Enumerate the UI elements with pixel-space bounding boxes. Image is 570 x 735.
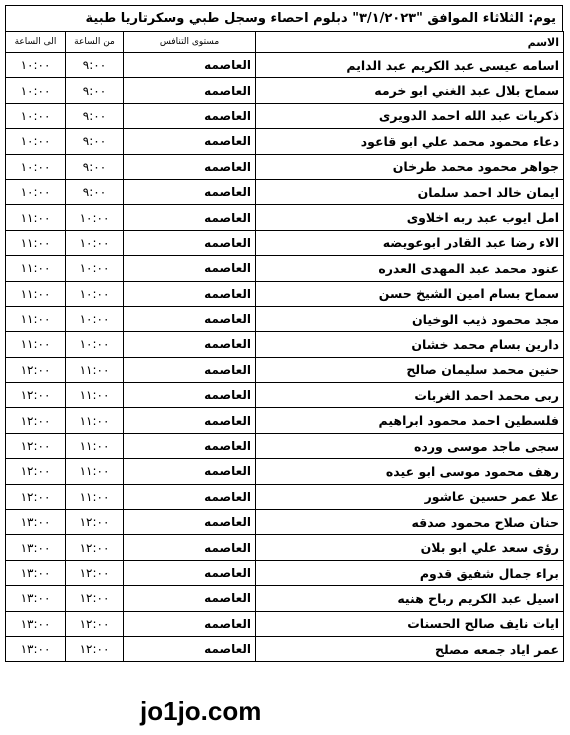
column-header-from: من الساعة [66, 32, 124, 53]
cell-name: ربى محمد احمد الغربات [256, 383, 564, 408]
cell-name: عنود محمد عبد المهدى العدره [256, 256, 564, 281]
cell-to: ١٣:٠٠ [6, 586, 66, 611]
cell-level: العاصمه [124, 154, 256, 179]
cell-to: ١٣:٠٠ [6, 560, 66, 585]
cell-to: ١٠:٠٠ [6, 78, 66, 103]
table-row [6, 256, 564, 281]
cell-to: ١٠:٠٠ [6, 53, 66, 78]
cell-to: ١١:٠٠ [6, 306, 66, 331]
table-row [6, 154, 564, 179]
table-row [6, 332, 564, 357]
cell-from: ٩:٠٠ [66, 129, 124, 154]
cell-from: ١٢:٠٠ [66, 611, 124, 636]
cell-name: رهف محمود موسى ابو عيده [256, 459, 564, 484]
cell-name: سماح بسام امين الشيخ حسن [256, 281, 564, 306]
table-row [6, 78, 564, 103]
cell-level: العاصمه [124, 53, 256, 78]
cell-level: العاصمه [124, 560, 256, 585]
cell-name: امل ايوب عبد ربه اخلاوى [256, 205, 564, 230]
table-row [6, 611, 564, 636]
cell-from: ٩:٠٠ [66, 154, 124, 179]
table-row [6, 510, 564, 535]
cell-to: ١٣:٠٠ [6, 510, 66, 535]
cell-level: العاصمه [124, 78, 256, 103]
column-header-level: مستوى التنافس [124, 32, 256, 53]
cell-level: العاصمه [124, 179, 256, 204]
cell-level: العاصمه [124, 357, 256, 382]
cell-from: ١١:٠٠ [66, 433, 124, 458]
cell-from: ٩:٠٠ [66, 179, 124, 204]
cell-name: دارين بسام محمد خشان [256, 332, 564, 357]
cell-from: ١٠:٠٠ [66, 306, 124, 331]
cell-name: براء جمال شفيق قدوم [256, 560, 564, 585]
cell-level: العاصمه [124, 103, 256, 128]
table-row [6, 636, 564, 661]
table-row [6, 179, 564, 204]
cell-name: الاء رضا عبد القادر ابوعويضه [256, 230, 564, 255]
cell-to: ١١:٠٠ [6, 230, 66, 255]
schedule-table [5, 31, 564, 662]
cell-from: ١٠:٠٠ [66, 281, 124, 306]
cell-level: العاصمه [124, 636, 256, 661]
cell-level: العاصمه [124, 484, 256, 509]
cell-from: ١١:٠٠ [66, 357, 124, 382]
table-row [6, 484, 564, 509]
cell-name: دعاء محمود محمد علي ابو قاعود [256, 129, 564, 154]
cell-from: ١٢:٠٠ [66, 586, 124, 611]
table-row [6, 129, 564, 154]
table-row [6, 586, 564, 611]
cell-to: ١٠:٠٠ [6, 179, 66, 204]
table-row [6, 281, 564, 306]
cell-name: علا عمر حسين عاشور [256, 484, 564, 509]
cell-from: ٩:٠٠ [66, 78, 124, 103]
cell-from: ١٠:٠٠ [66, 230, 124, 255]
cell-from: ٩:٠٠ [66, 103, 124, 128]
cell-name: اسيل عبد الكريم رباح هنيه [256, 586, 564, 611]
schedule-sheet [5, 5, 563, 662]
cell-to: ١٢:٠٠ [6, 408, 66, 433]
column-header-name: الاسم [256, 32, 564, 53]
cell-level: العاصمه [124, 408, 256, 433]
cell-to: ١١:٠٠ [6, 205, 66, 230]
cell-level: العاصمه [124, 129, 256, 154]
cell-from: ١٠:٠٠ [66, 332, 124, 357]
cell-from: ١٢:٠٠ [66, 636, 124, 661]
table-row [6, 459, 564, 484]
cell-from: ١١:٠٠ [66, 408, 124, 433]
cell-name: ايات نايف صالح الحسنات [256, 611, 564, 636]
table-row [6, 433, 564, 458]
cell-to: ١١:٠٠ [6, 281, 66, 306]
cell-to: ١٢:٠٠ [6, 383, 66, 408]
cell-to: ١٢:٠٠ [6, 433, 66, 458]
table-row [6, 53, 564, 78]
table-row [6, 103, 564, 128]
table-body [6, 53, 564, 662]
cell-from: ١١:٠٠ [66, 383, 124, 408]
table-row [6, 408, 564, 433]
table-row [6, 560, 564, 585]
table-header-row [6, 32, 564, 53]
cell-name: سماح بلال عبد الغني ابو خرمه [256, 78, 564, 103]
cell-level: العاصمه [124, 433, 256, 458]
cell-to: ١٠:٠٠ [6, 129, 66, 154]
cell-level: العاصمه [124, 611, 256, 636]
site-watermark: jo1jo.com [140, 696, 262, 726]
cell-to: ١١:٠٠ [6, 332, 66, 357]
cell-from: ١١:٠٠ [66, 459, 124, 484]
cell-name: ذكريات عبد الله احمد الدويرى [256, 103, 564, 128]
cell-from: ١٢:٠٠ [66, 510, 124, 535]
cell-level: العاصمه [124, 306, 256, 331]
cell-name: فلسطين احمد محمود ابراهيم [256, 408, 564, 433]
cell-name: حنين محمد سليمان صالح [256, 357, 564, 382]
cell-from: ١١:٠٠ [66, 484, 124, 509]
table-row [6, 306, 564, 331]
cell-from: ١٠:٠٠ [66, 256, 124, 281]
table-row [6, 230, 564, 255]
cell-level: العاصمه [124, 230, 256, 255]
cell-name: عمر اياد جمعه مصلح [256, 636, 564, 661]
cell-to: ١٣:٠٠ [6, 611, 66, 636]
cell-to: ١٢:٠٠ [6, 357, 66, 382]
cell-name: سجى ماجد موسى ورده [256, 433, 564, 458]
cell-from: ١٢:٠٠ [66, 560, 124, 585]
table-row [6, 205, 564, 230]
cell-name: مجد محمود ذيب الوخيان [256, 306, 564, 331]
cell-level: العاصمه [124, 256, 256, 281]
page-title: يوم: الثلاثاء الموافق "٣/١/٢٠٢٣" دبلوم احصاء وسجل طبي وسكرتاريا طبية [5, 5, 563, 31]
cell-level: العاصمه [124, 535, 256, 560]
cell-from: ٩:٠٠ [66, 53, 124, 78]
cell-level: العاصمه [124, 510, 256, 535]
cell-name: اسامه عيسى عبد الكريم عبد الدايم [256, 53, 564, 78]
cell-to: ١٠:٠٠ [6, 103, 66, 128]
table-row [6, 357, 564, 382]
cell-to: ١٣:٠٠ [6, 636, 66, 661]
cell-to: ١١:٠٠ [6, 256, 66, 281]
cell-to: ١٢:٠٠ [6, 459, 66, 484]
cell-level: العاصمه [124, 586, 256, 611]
cell-name: ايمان خالد احمد سلمان [256, 179, 564, 204]
cell-level: العاصمه [124, 459, 256, 484]
cell-to: ١٢:٠٠ [6, 484, 66, 509]
cell-from: ١٠:٠٠ [66, 205, 124, 230]
cell-name: حنان صلاح محمود صدقه [256, 510, 564, 535]
cell-from: ١٢:٠٠ [66, 535, 124, 560]
table-row [6, 535, 564, 560]
cell-name: رؤى سعد علي ابو بلان [256, 535, 564, 560]
cell-level: العاصمه [124, 281, 256, 306]
cell-to: ١٠:٠٠ [6, 154, 66, 179]
cell-level: العاصمه [124, 332, 256, 357]
cell-level: العاصمه [124, 205, 256, 230]
column-header-to: الى الساعة [6, 32, 66, 53]
table-row [6, 383, 564, 408]
cell-level: العاصمه [124, 383, 256, 408]
cell-name: جواهر محمود محمد طرخان [256, 154, 564, 179]
cell-to: ١٣:٠٠ [6, 535, 66, 560]
